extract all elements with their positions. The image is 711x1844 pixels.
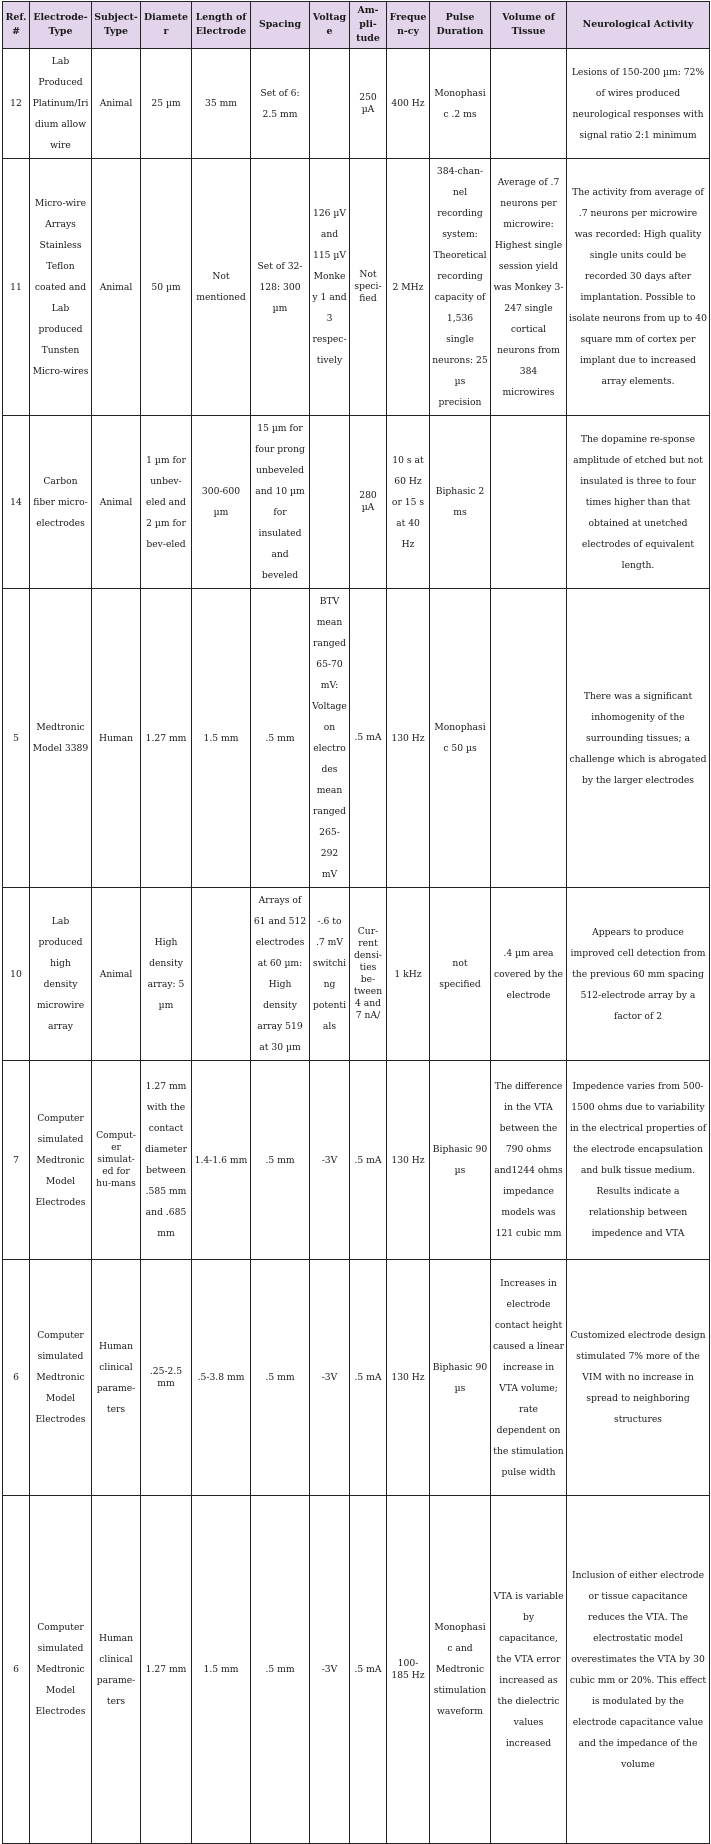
cell-subject-type: Animal: [92, 49, 141, 159]
cell-amplitude: 250 µA: [350, 49, 387, 159]
cell-volume-of-tissue: Increases in electrode contact height caused a linear increase in VTA volume; rate dependent on the stimulation pulse width: [491, 1260, 567, 1496]
table-row: [3, 1496, 710, 1844]
cell-voltage: -3V: [310, 1260, 350, 1496]
cell-pulse-duration: Biphasic 90 µs: [430, 1260, 491, 1496]
col-header-ref: Ref. #: [3, 2, 30, 49]
electrode-comparison-table: [2, 1, 710, 1844]
col-header-length: Length of Electrode: [192, 2, 251, 49]
col-header-pulse-duration: Pulse Duration: [430, 2, 491, 49]
cell-volume-of-tissue: Average of .7 neurons per microwire: Highest single session yield was Monkey 3-247 single cortical neurons from 384 microwires: [491, 159, 567, 416]
table-row: [3, 888, 710, 1061]
cell-length: 1.4-1.6 mm: [192, 1061, 251, 1260]
cell-electrode-type: Micro-wire Arrays Stainless Teflon coated and Lab produced Tunsten Micro-wires: [30, 159, 92, 416]
cell-pulse-duration: Monophasic .2 ms: [430, 49, 491, 159]
cell-diameter: .25-2.5 mm: [141, 1260, 192, 1496]
cell-ref: 6: [3, 1496, 30, 1844]
cell-subject-type: Animal: [92, 888, 141, 1061]
cell-subject-type: Comput-er simulat-ed for hu-mans: [92, 1061, 141, 1260]
cell-frequency: 130 Hz: [387, 1061, 430, 1260]
cell-subject-type: Animal: [92, 159, 141, 416]
cell-diameter: 1.27 mm: [141, 1496, 192, 1844]
cell-volume-of-tissue: The difference in the VTA between the 790 ohms and1244 ohms impedance models was 121 cubic mm: [491, 1061, 567, 1260]
cell-pulse-duration: Biphasic 2 ms: [430, 416, 491, 589]
cell-frequency: 130 Hz: [387, 1260, 430, 1496]
cell-electrode-type: Computer simulated Medtronic Model Electrodes: [30, 1260, 92, 1496]
cell-frequency: 10 s at 60 Hz or 15 s at 40 Hz: [387, 416, 430, 589]
cell-length: 300-600 µm: [192, 416, 251, 589]
col-header-volume-of-tissue: Volume of Tissue: [491, 2, 567, 49]
cell-frequency: 130 Hz: [387, 589, 430, 888]
cell-frequency: 1 kHz: [387, 888, 430, 1061]
cell-length: .5-3.8 mm: [192, 1260, 251, 1496]
cell-amplitude: Cur-rent densi-ties be-tween 4 and 7 nA/: [350, 888, 387, 1061]
cell-neurological-activity: Inclusion of either electrode or tissue capacitance reduces the VTA. The electrostatic model overestimates the VTA by 30 cubic mm or 20%. This effect is modulated by the electrode capacitance value and the impedance of the volume: [567, 1496, 710, 1844]
col-header-spacing: Spacing: [251, 2, 310, 49]
col-header-diameter: Diameter: [141, 2, 192, 49]
cell-spacing: Set of 32-128: 300 µm: [251, 159, 310, 416]
cell-volume-of-tissue: .4 µm area covered by the electrode: [491, 888, 567, 1061]
cell-amplitude: Not speci-fied: [350, 159, 387, 416]
cell-pulse-duration: Monophasic 50 µs: [430, 589, 491, 888]
cell-volume-of-tissue: [491, 49, 567, 159]
col-header-amplitude: Am-pli-tude: [350, 2, 387, 49]
cell-diameter: 25 µm: [141, 49, 192, 159]
col-header-frequency: Frequen-cy: [387, 2, 430, 49]
cell-diameter: 50 µm: [141, 159, 192, 416]
cell-ref: 7: [3, 1061, 30, 1260]
cell-diameter: 1.27 mm with the contact diameter between .585 mm and .685 mm: [141, 1061, 192, 1260]
cell-voltage: [310, 416, 350, 589]
col-header-subject-type: Subject-Type: [92, 2, 141, 49]
cell-frequency: 100-185 Hz: [387, 1496, 430, 1844]
cell-amplitude: 280 µA: [350, 416, 387, 589]
cell-amplitude: .5 mA: [350, 1260, 387, 1496]
cell-ref: 12: [3, 49, 30, 159]
cell-length: [192, 888, 251, 1061]
cell-amplitude: .5 mA: [350, 589, 387, 888]
cell-electrode-type: Lab Produced Platinum/Iri dium allow wire: [30, 49, 92, 159]
cell-volume-of-tissue: VTA is variable by capacitance, the VTA error increased as the dielectric values increased: [491, 1496, 567, 1844]
cell-volume-of-tissue: [491, 416, 567, 589]
cell-neurological-activity: Impedence varies from 500-1500 ohms due to variability in the electrical properties of the electrode encapsulation and bulk tissue medium. Results indicate a relationship between impedence and VTA: [567, 1061, 710, 1260]
cell-pulse-duration: not specified: [430, 888, 491, 1061]
cell-electrode-type: Lab produced high density microwire array: [30, 888, 92, 1061]
cell-spacing: Arrays of 61 and 512 electrodes at 60 µm: High density array 519 at 30 µm: [251, 888, 310, 1061]
col-header-neurological-activity: Neurological Activity: [567, 2, 710, 49]
cell-voltage: [310, 49, 350, 159]
cell-subject-type: Human: [92, 589, 141, 888]
cell-spacing: Set of 6: 2.5 mm: [251, 49, 310, 159]
table-row: [3, 49, 710, 159]
cell-voltage: 126 µV and 115 µV Monkey 1 and 3 respec-tively: [310, 159, 350, 416]
cell-pulse-duration: Biphasic 90 µs: [430, 1061, 491, 1260]
cell-pulse-duration: Monophasic and Medtronic stimulation waveform: [430, 1496, 491, 1844]
table-row: [3, 1260, 710, 1496]
cell-neurological-activity: The activity from average of .7 neurons per microwire was recorded: High quality single units could be recorded 30 days after implantation. Possible to isolate neurons from up to 40 square mm of cortex per implant due to increased array elements.: [567, 159, 710, 416]
cell-spacing: .5 mm: [251, 589, 310, 888]
cell-amplitude: .5 mA: [350, 1061, 387, 1260]
col-header-voltage: Voltage: [310, 2, 350, 49]
cell-ref: 6: [3, 1260, 30, 1496]
cell-ref: 14: [3, 416, 30, 589]
cell-spacing: 15 µm for four prong unbeveled and 10 µm for insulated and beveled: [251, 416, 310, 589]
header-row: [3, 2, 710, 49]
cell-spacing: .5 mm: [251, 1260, 310, 1496]
cell-ref: 10: [3, 888, 30, 1061]
cell-ref: 5: [3, 589, 30, 888]
cell-ref: 11: [3, 159, 30, 416]
table-row: [3, 159, 710, 416]
cell-voltage: -.6 to .7 mV switching potentials: [310, 888, 350, 1061]
cell-subject-type: Human clinical parame-ters: [92, 1260, 141, 1496]
cell-length: 35 mm: [192, 49, 251, 159]
cell-subject-type: Human clinical parame-ters: [92, 1496, 141, 1844]
cell-length: 1.5 mm: [192, 1496, 251, 1844]
cell-neurological-activity: Appears to produce improved cell detection from the previous 60 mm spacing 512-electrode array by a factor of 2: [567, 888, 710, 1061]
cell-neurological-activity: Customized electrode design stimulated 7% more of the VIM with no increase in spread to neighboring structures: [567, 1260, 710, 1496]
cell-frequency: 2 MHz: [387, 159, 430, 416]
cell-neurological-activity: The dopamine re-sponse amplitude of etched but not insulated is three to four times higher than that obtained at unetched electrodes of equivalent length.: [567, 416, 710, 589]
cell-diameter: High density array: 5 µm: [141, 888, 192, 1061]
cell-length: 1.5 mm: [192, 589, 251, 888]
cell-voltage: -3V: [310, 1496, 350, 1844]
table-row: [3, 416, 710, 589]
cell-length: Not mentioned: [192, 159, 251, 416]
cell-neurological-activity: There was a significant inhomogenity of the surrounding tissues; a challenge which is abrogated by the larger electrodes: [567, 589, 710, 888]
cell-electrode-type: Carbon fiber micro-electrodes: [30, 416, 92, 589]
cell-diameter: 1.27 mm: [141, 589, 192, 888]
cell-voltage: BTV mean ranged 65-70 mV: Voltage on electrodes mean ranged 265-292 mV: [310, 589, 350, 888]
cell-diameter: 1 µm for unbev-eled and 2 µm for bev-eled: [141, 416, 192, 589]
table-row: [3, 589, 710, 888]
cell-spacing: .5 mm: [251, 1496, 310, 1844]
cell-pulse-duration: 384-chan-nel recording system: Theoretical recording capacity of 1,536 single neurons: 25 µs precision: [430, 159, 491, 416]
table-row: [3, 1061, 710, 1260]
cell-neurological-activity: Lesions of 150-200 µm: 72% of wires produced neurological responses with signal ratio 2:1 minimum: [567, 49, 710, 159]
cell-subject-type: Animal: [92, 416, 141, 589]
cell-frequency: 400 Hz: [387, 49, 430, 159]
cell-electrode-type: Medtronic Model 3389: [30, 589, 92, 888]
col-header-electrode-type: Electrode-Type: [30, 2, 92, 49]
cell-volume-of-tissue: [491, 589, 567, 888]
cell-voltage: -3V: [310, 1061, 350, 1260]
cell-electrode-type: Computer simulated Medtronic Model Electrodes: [30, 1061, 92, 1260]
cell-spacing: .5 mm: [251, 1061, 310, 1260]
cell-electrode-type: Computer simulated Medtronic Model Electrodes: [30, 1496, 92, 1844]
cell-amplitude: .5 mA: [350, 1496, 387, 1844]
